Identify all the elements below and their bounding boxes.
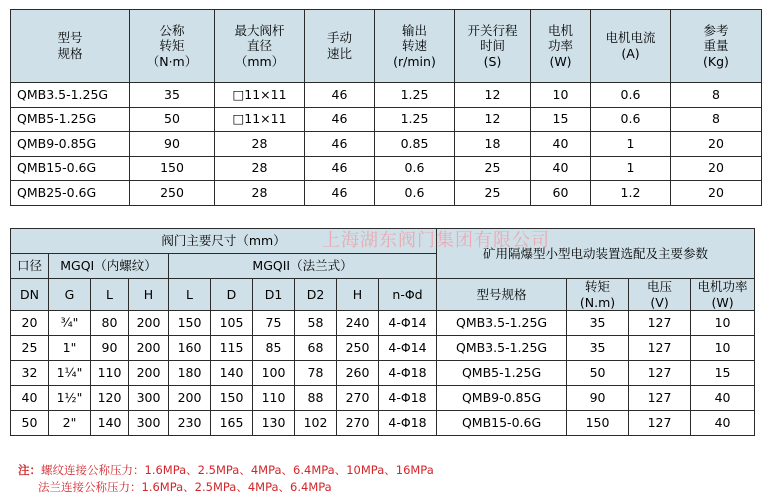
cell-g: 2" — [49, 411, 91, 436]
cell-d1: 75 — [253, 311, 295, 336]
cell-voltage: 127 — [629, 411, 691, 436]
cell-model-spec: QMB9-0.85G — [437, 386, 567, 411]
table-row — [11, 83, 762, 108]
cell-torque: 35 — [130, 83, 215, 108]
col-header-g: G — [49, 279, 91, 311]
cell-dn: 40 — [11, 386, 49, 411]
col-header-d1: D1 — [253, 279, 295, 311]
col-header-manual-ratio: 手动 速比 — [305, 10, 375, 83]
cell-model: QMB25-0.6G — [11, 181, 130, 206]
cell-d1: 100 — [253, 361, 295, 386]
cell-output-speed: 0.85 — [375, 132, 455, 157]
table-row — [11, 311, 755, 336]
cell-manual-ratio: 46 — [305, 83, 375, 108]
specification-table-1 — [10, 9, 761, 206]
col-header-d2: D2 — [295, 279, 337, 311]
cell-d: 115 — [211, 336, 253, 361]
cell-manual-ratio: 46 — [305, 132, 375, 157]
table-row — [11, 411, 755, 436]
table-row — [11, 107, 762, 132]
cell-d1: 85 — [253, 336, 295, 361]
cell-bolt-holes: 4-Φ14 — [379, 336, 437, 361]
col-header-output-speed: 输出 转速 (r/min) — [375, 10, 455, 83]
table-1 — [10, 9, 762, 206]
cell-torque: 50 — [567, 361, 629, 386]
cell-motor-current: 1 — [591, 132, 671, 157]
cell-d2: 102 — [295, 411, 337, 436]
cell-d1: 130 — [253, 411, 295, 436]
cell-voltage: 127 — [629, 311, 691, 336]
cell-d2: 88 — [295, 386, 337, 411]
cell-weight: 8 — [671, 83, 762, 108]
footnote-label: 注： — [18, 463, 41, 477]
cell-torque: 50 — [130, 107, 215, 132]
cell-torque: 35 — [567, 311, 629, 336]
col-header-voltage: 电压 (V) — [629, 279, 691, 311]
cell-travel-time: 25 — [455, 156, 531, 181]
col-header-motor-power: 电机功率 (W) — [691, 279, 755, 311]
cell-motor-power: 40 — [691, 386, 755, 411]
cell-travel-time: 25 — [455, 181, 531, 206]
col-header-model: 型号 规格 — [11, 10, 130, 83]
cell-d: 150 — [211, 386, 253, 411]
company-watermark: 上海湖东阀门集团有限公司 — [322, 230, 550, 251]
cell-bolt-holes: 4-Φ18 — [379, 386, 437, 411]
subheader-mgqii: MGQII（法兰式） — [169, 254, 437, 279]
cell-motor-power: 60 — [531, 181, 591, 206]
cell-g: ¾" — [49, 311, 91, 336]
group-header-actuator-params: 矿用隔爆型小型电动装置选配及主要参数 — [437, 229, 755, 279]
cell-d: 165 — [211, 411, 253, 436]
cell-travel-time: 18 — [455, 132, 531, 157]
cell-l2: 160 — [169, 336, 211, 361]
col-header-motor-power: 电机 功率 (W) — [531, 10, 591, 83]
cell-h1: 300 — [129, 411, 169, 436]
col-header-motor-current: 电机电流 (A) — [591, 10, 671, 83]
footnote-text-1: 螺纹连接公称压力：1.6MPa、2.5MPa、4MPa、6.4MPa、10MPa、16MPa — [41, 463, 434, 477]
cell-model-spec: QMB3.5-1.25G — [437, 336, 567, 361]
col-header-max-stem-diameter: 最大阀杆 直径 （mm） — [215, 10, 305, 83]
table-row — [11, 132, 762, 157]
cell-torque: 250 — [130, 181, 215, 206]
cell-motor-power: 40 — [531, 156, 591, 181]
cell-g: 1½" — [49, 386, 91, 411]
cell-l1: 90 — [91, 336, 129, 361]
cell-bolt-holes: 4-Φ18 — [379, 361, 437, 386]
cell-stem-diameter: 28 — [215, 156, 305, 181]
cell-dn: 50 — [11, 411, 49, 436]
cell-weight: 20 — [671, 181, 762, 206]
cell-l2: 200 — [169, 386, 211, 411]
col-header-h2: H — [337, 279, 379, 311]
cell-motor-power: 40 — [691, 411, 755, 436]
col-header-bolt-holes: n-Φd — [379, 279, 437, 311]
group-header-valve-dimensions: 阀门主要尺寸（mm） — [11, 229, 437, 254]
cell-bolt-holes: 4-Φ18 — [379, 411, 437, 436]
cell-dn: 20 — [11, 311, 49, 336]
cell-motor-power: 15 — [531, 107, 591, 132]
cell-torque: 35 — [567, 336, 629, 361]
cell-l1: 120 — [91, 386, 129, 411]
cell-motor-power: 15 — [691, 361, 755, 386]
cell-motor-current: 0.6 — [591, 83, 671, 108]
cell-output-speed: 1.25 — [375, 107, 455, 132]
table-row — [11, 156, 762, 181]
cell-g: 1" — [49, 336, 91, 361]
table-row — [11, 386, 755, 411]
cell-output-speed: 0.6 — [375, 156, 455, 181]
cell-dn: 32 — [11, 361, 49, 386]
table-row — [11, 361, 755, 386]
cell-manual-ratio: 46 — [305, 156, 375, 181]
cell-h1: 200 — [129, 311, 169, 336]
cell-motor-power: 10 — [691, 311, 755, 336]
cell-model: QMB15-0.6G — [11, 156, 130, 181]
footnote-text-2: 法兰连接公称压力：1.6MPa、2.5MPa、4MPa、6.4MPa — [38, 479, 332, 494]
cell-model-spec: QMB3.5-1.25G — [437, 311, 567, 336]
cell-h1: 200 — [129, 336, 169, 361]
footnote-line-1 — [18, 462, 434, 479]
col-header-model-spec: 型号规格 — [437, 279, 567, 311]
cell-output-speed: 0.6 — [375, 181, 455, 206]
cell-manual-ratio: 46 — [305, 107, 375, 132]
table-2-column-header-row — [11, 279, 755, 311]
cell-d2: 78 — [295, 361, 337, 386]
col-header-h1: H — [129, 279, 169, 311]
cell-dn: 25 — [11, 336, 49, 361]
cell-model-spec: QMB5-1.25G — [437, 361, 567, 386]
table-row — [11, 336, 755, 361]
cell-motor-current: 1.2 — [591, 181, 671, 206]
cell-h2: 270 — [337, 411, 379, 436]
cell-h2: 260 — [337, 361, 379, 386]
col-header-travel-time: 开关行程 时间 (S) — [455, 10, 531, 83]
cell-motor-power: 10 — [531, 83, 591, 108]
cell-voltage: 127 — [629, 361, 691, 386]
cell-travel-time: 12 — [455, 83, 531, 108]
cell-torque: 90 — [567, 386, 629, 411]
col-header-torque: 转矩 (N.m) — [567, 279, 629, 311]
cell-h2: 250 — [337, 336, 379, 361]
cell-motor-power: 10 — [691, 336, 755, 361]
col-header-dn: DN — [11, 279, 49, 311]
cell-motor-current: 1 — [591, 156, 671, 181]
col-header-nominal-torque: 公称 转矩 （N·m） — [130, 10, 215, 83]
col-header-d: D — [211, 279, 253, 311]
cell-torque: 150 — [130, 156, 215, 181]
cell-output-speed: 1.25 — [375, 83, 455, 108]
specification-table-2 — [10, 228, 754, 436]
cell-model: QMB3.5-1.25G — [11, 83, 130, 108]
cell-l1: 110 — [91, 361, 129, 386]
subheader-mgqi: MGQI（内螺纹） — [49, 254, 169, 279]
cell-bolt-holes: 4-Φ14 — [379, 311, 437, 336]
cell-torque: 150 — [567, 411, 629, 436]
cell-stem-diameter: 28 — [215, 132, 305, 157]
cell-stem-diameter: □11×11 — [215, 83, 305, 108]
cell-model: QMB9-0.85G — [11, 132, 130, 157]
cell-l1: 140 — [91, 411, 129, 436]
cell-l2: 180 — [169, 361, 211, 386]
col-header-l2: L — [169, 279, 211, 311]
footnotes — [18, 462, 434, 495]
cell-manual-ratio: 46 — [305, 181, 375, 206]
subheader-bore: 口径 — [11, 254, 49, 279]
cell-model: QMB5-1.25G — [11, 107, 130, 132]
cell-l1: 80 — [91, 311, 129, 336]
table-2-group-header-row — [11, 229, 755, 254]
cell-voltage: 127 — [629, 336, 691, 361]
cell-weight: 8 — [671, 107, 762, 132]
cell-travel-time: 12 — [455, 107, 531, 132]
cell-motor-power: 40 — [531, 132, 591, 157]
cell-d1: 110 — [253, 386, 295, 411]
cell-d2: 68 — [295, 336, 337, 361]
table-2 — [10, 228, 755, 436]
col-header-reference-weight: 参考 重量 (Kg) — [671, 10, 762, 83]
cell-d: 105 — [211, 311, 253, 336]
cell-h2: 240 — [337, 311, 379, 336]
cell-h1: 200 — [129, 361, 169, 386]
cell-weight: 20 — [671, 132, 762, 157]
cell-h2: 270 — [337, 386, 379, 411]
cell-stem-diameter: 28 — [215, 181, 305, 206]
cell-l2: 230 — [169, 411, 211, 436]
cell-stem-diameter: □11×11 — [215, 107, 305, 132]
cell-torque: 90 — [130, 132, 215, 157]
col-header-l1: L — [91, 279, 129, 311]
cell-d2: 58 — [295, 311, 337, 336]
cell-d: 140 — [211, 361, 253, 386]
cell-g: 1¼" — [49, 361, 91, 386]
cell-voltage: 127 — [629, 386, 691, 411]
table-1-header-row — [11, 10, 762, 83]
table-row — [11, 181, 762, 206]
cell-model-spec: QMB15-0.6G — [437, 411, 567, 436]
cell-h1: 300 — [129, 386, 169, 411]
cell-weight: 20 — [671, 156, 762, 181]
cell-l2: 150 — [169, 311, 211, 336]
cell-motor-current: 0.6 — [591, 107, 671, 132]
footnote-line-2 — [18, 479, 434, 496]
